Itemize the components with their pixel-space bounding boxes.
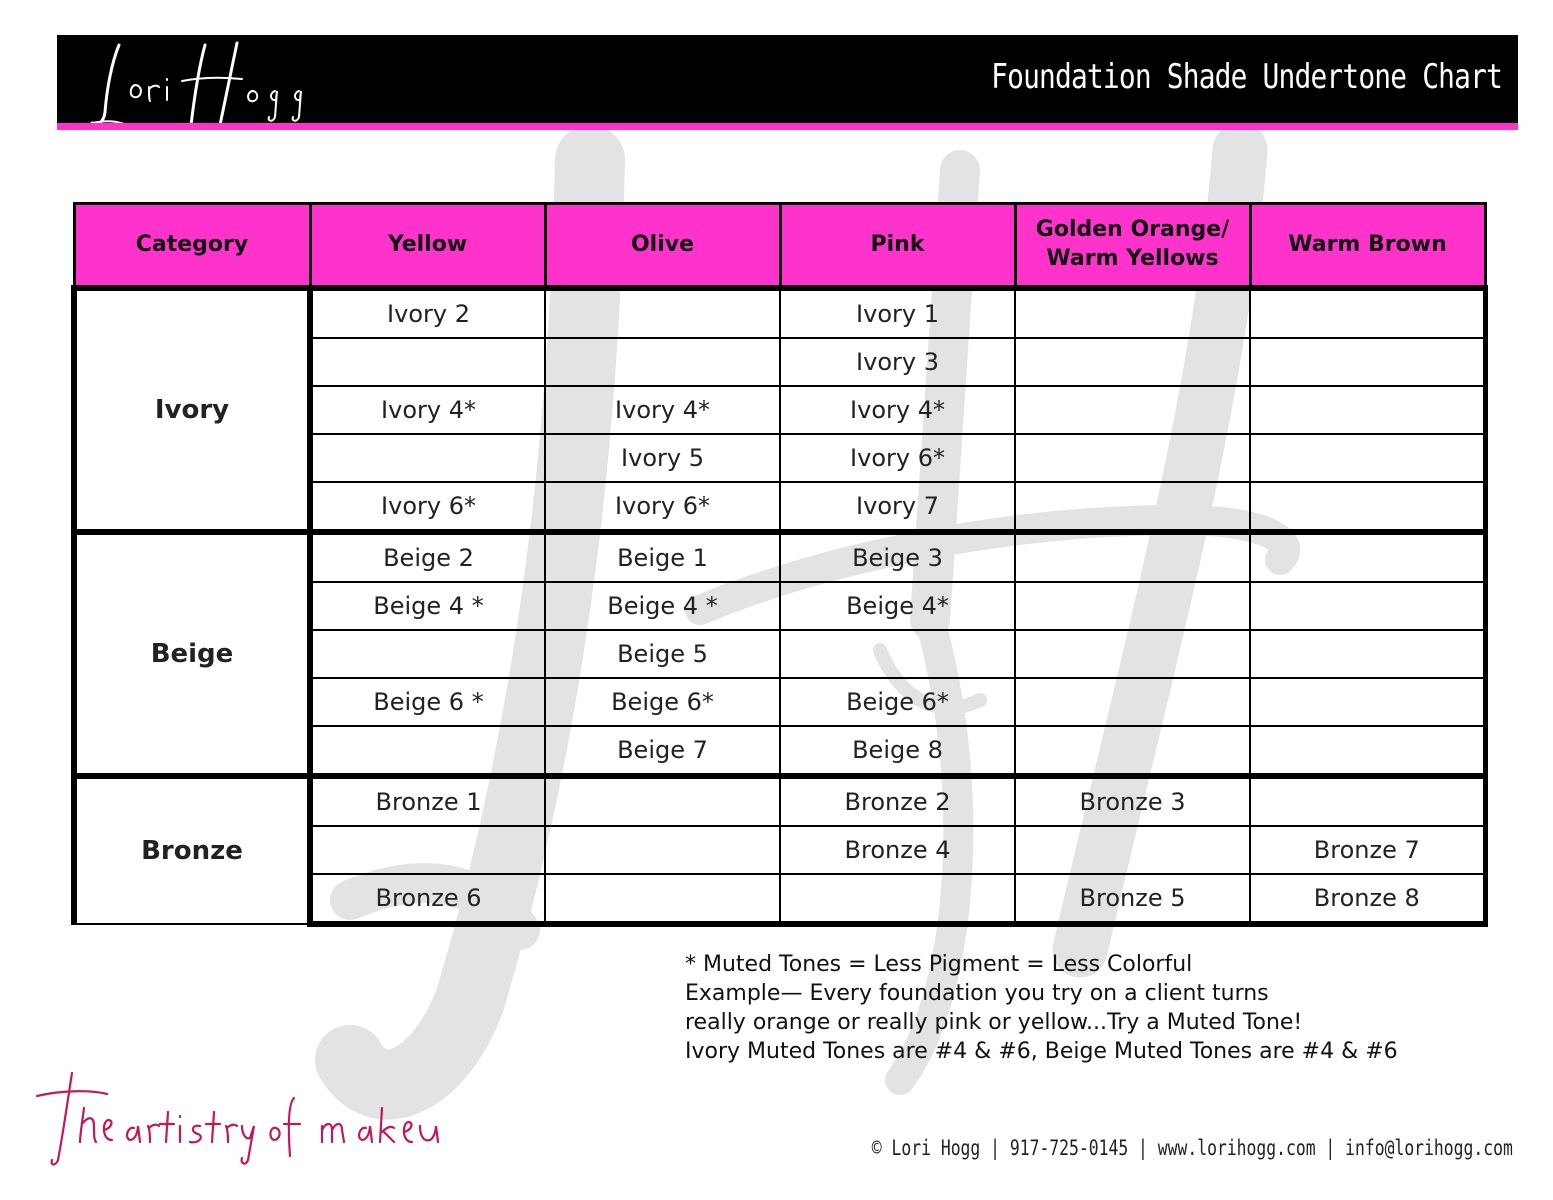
table-cell xyxy=(1250,582,1485,630)
table-cell xyxy=(545,776,780,826)
muted-tones-notes xyxy=(685,950,1398,1066)
table-row xyxy=(74,776,1485,826)
category-ivory: Ivory xyxy=(74,288,310,532)
table-cell xyxy=(1015,726,1250,776)
table-cell: Ivory 3 xyxy=(780,338,1015,386)
brand-logo xyxy=(87,37,327,127)
table-cell: Bronze 1 xyxy=(310,776,545,826)
note-line: Ivory Muted Tones are #4 & #6, Beige Muted Tones are #4 & #6 xyxy=(685,1039,1398,1064)
table-cell xyxy=(310,826,545,874)
table-cell: Bronze 5 xyxy=(1015,874,1250,924)
table-cell: Bronze 3 xyxy=(1015,776,1250,826)
tagline-script xyxy=(32,1068,442,1168)
undertone-table xyxy=(71,202,1488,927)
table-cell xyxy=(1015,630,1250,678)
note-line: * Muted Tones = Less Pigment = Less Colorful xyxy=(685,952,1193,977)
table-cell xyxy=(1250,386,1485,434)
table-cell: Ivory 6* xyxy=(310,482,545,532)
golden-header-line1: Golden Orange/ xyxy=(1035,217,1230,243)
table-cell xyxy=(1015,288,1250,338)
table-cell: Beige 4 * xyxy=(310,582,545,630)
table-cell xyxy=(780,630,1015,678)
table-cell: Ivory 4* xyxy=(545,386,780,434)
table-cell xyxy=(310,630,545,678)
table-cell: Bronze 2 xyxy=(780,776,1015,826)
table-cell: Ivory 1 xyxy=(780,288,1015,338)
table-cell xyxy=(1250,338,1485,386)
table-cell: Beige 3 xyxy=(780,532,1015,582)
table-cell xyxy=(1015,678,1250,726)
table-cell xyxy=(1250,532,1485,582)
table-cell xyxy=(1250,726,1485,776)
table-cell: Beige 6 * xyxy=(310,678,545,726)
table-cell: Bronze 6 xyxy=(310,874,545,924)
table-cell xyxy=(1015,386,1250,434)
column-header-olive: Olive xyxy=(545,204,780,289)
table-cell xyxy=(1015,532,1250,582)
table-cell: Beige 6* xyxy=(545,678,780,726)
column-header-category: Category xyxy=(74,204,310,289)
table-cell: Bronze 4 xyxy=(780,826,1015,874)
table-cell xyxy=(1015,482,1250,532)
tagline-signature xyxy=(32,1068,442,1168)
table-cell xyxy=(545,288,780,338)
table-cell: Bronze 8 xyxy=(1250,874,1485,924)
table-cell xyxy=(1015,826,1250,874)
table-cell: Ivory 5 xyxy=(545,434,780,482)
table-cell: Beige 7 xyxy=(545,726,780,776)
table-cell: Beige 1 xyxy=(545,532,780,582)
table-cell xyxy=(1250,776,1485,826)
table-cell xyxy=(545,826,780,874)
table-cell xyxy=(1250,630,1485,678)
document-title: Foundation Shade Undertone Chart xyxy=(991,57,1502,97)
table-cell: Bronze 7 xyxy=(1250,826,1485,874)
table-cell xyxy=(310,434,545,482)
table-cell: Beige 4* xyxy=(780,582,1015,630)
category-bronze: Bronze xyxy=(74,776,310,924)
table-cell: Ivory 6* xyxy=(780,434,1015,482)
table-cell xyxy=(1250,678,1485,726)
table-cell: Ivory 2 xyxy=(310,288,545,338)
column-header-golden-orange xyxy=(1015,204,1250,289)
header-bar xyxy=(57,35,1518,123)
table-cell: Beige 8 xyxy=(780,726,1015,776)
table-cell: Ivory 4* xyxy=(780,386,1015,434)
header-accent-stripe xyxy=(57,123,1518,130)
column-header-pink: Pink xyxy=(780,204,1015,289)
table-cell xyxy=(780,874,1015,924)
column-header-yellow: Yellow xyxy=(310,204,545,289)
category-beige: Beige xyxy=(74,532,310,776)
table-row xyxy=(74,288,1485,338)
table-cell xyxy=(1250,288,1485,338)
table-cell: Beige 6* xyxy=(780,678,1015,726)
table-cell: Beige 4 * xyxy=(545,582,780,630)
column-header-warm-brown: Warm Brown xyxy=(1250,204,1485,289)
table-row xyxy=(74,532,1485,582)
table-cell xyxy=(1015,338,1250,386)
contact-footer: © Lori Hogg | 917-725-0145 | www.lorihogg.com | info@lorihogg.com xyxy=(871,1136,1513,1160)
table-cell xyxy=(545,874,780,924)
table-cell: Beige 2 xyxy=(310,532,545,582)
table-cell xyxy=(1250,434,1485,482)
table-header-row xyxy=(74,204,1485,289)
table-cell: Beige 5 xyxy=(545,630,780,678)
table-cell: Ivory 4* xyxy=(310,386,545,434)
note-line: really orange or really pink or yellow...Try a Muted Tone! xyxy=(685,1010,1303,1035)
table-cell: Ivory 6* xyxy=(545,482,780,532)
golden-header-line2: Warm Yellows xyxy=(1046,246,1219,271)
table-cell xyxy=(1015,582,1250,630)
table-cell xyxy=(310,338,545,386)
table-cell xyxy=(1250,482,1485,532)
table-cell: Ivory 7 xyxy=(780,482,1015,532)
table-cell xyxy=(1015,434,1250,482)
table-cell xyxy=(310,726,545,776)
logo-signature xyxy=(87,37,327,127)
note-line: Example— Every foundation you try on a client turns xyxy=(685,981,1269,1006)
table-cell xyxy=(545,338,780,386)
